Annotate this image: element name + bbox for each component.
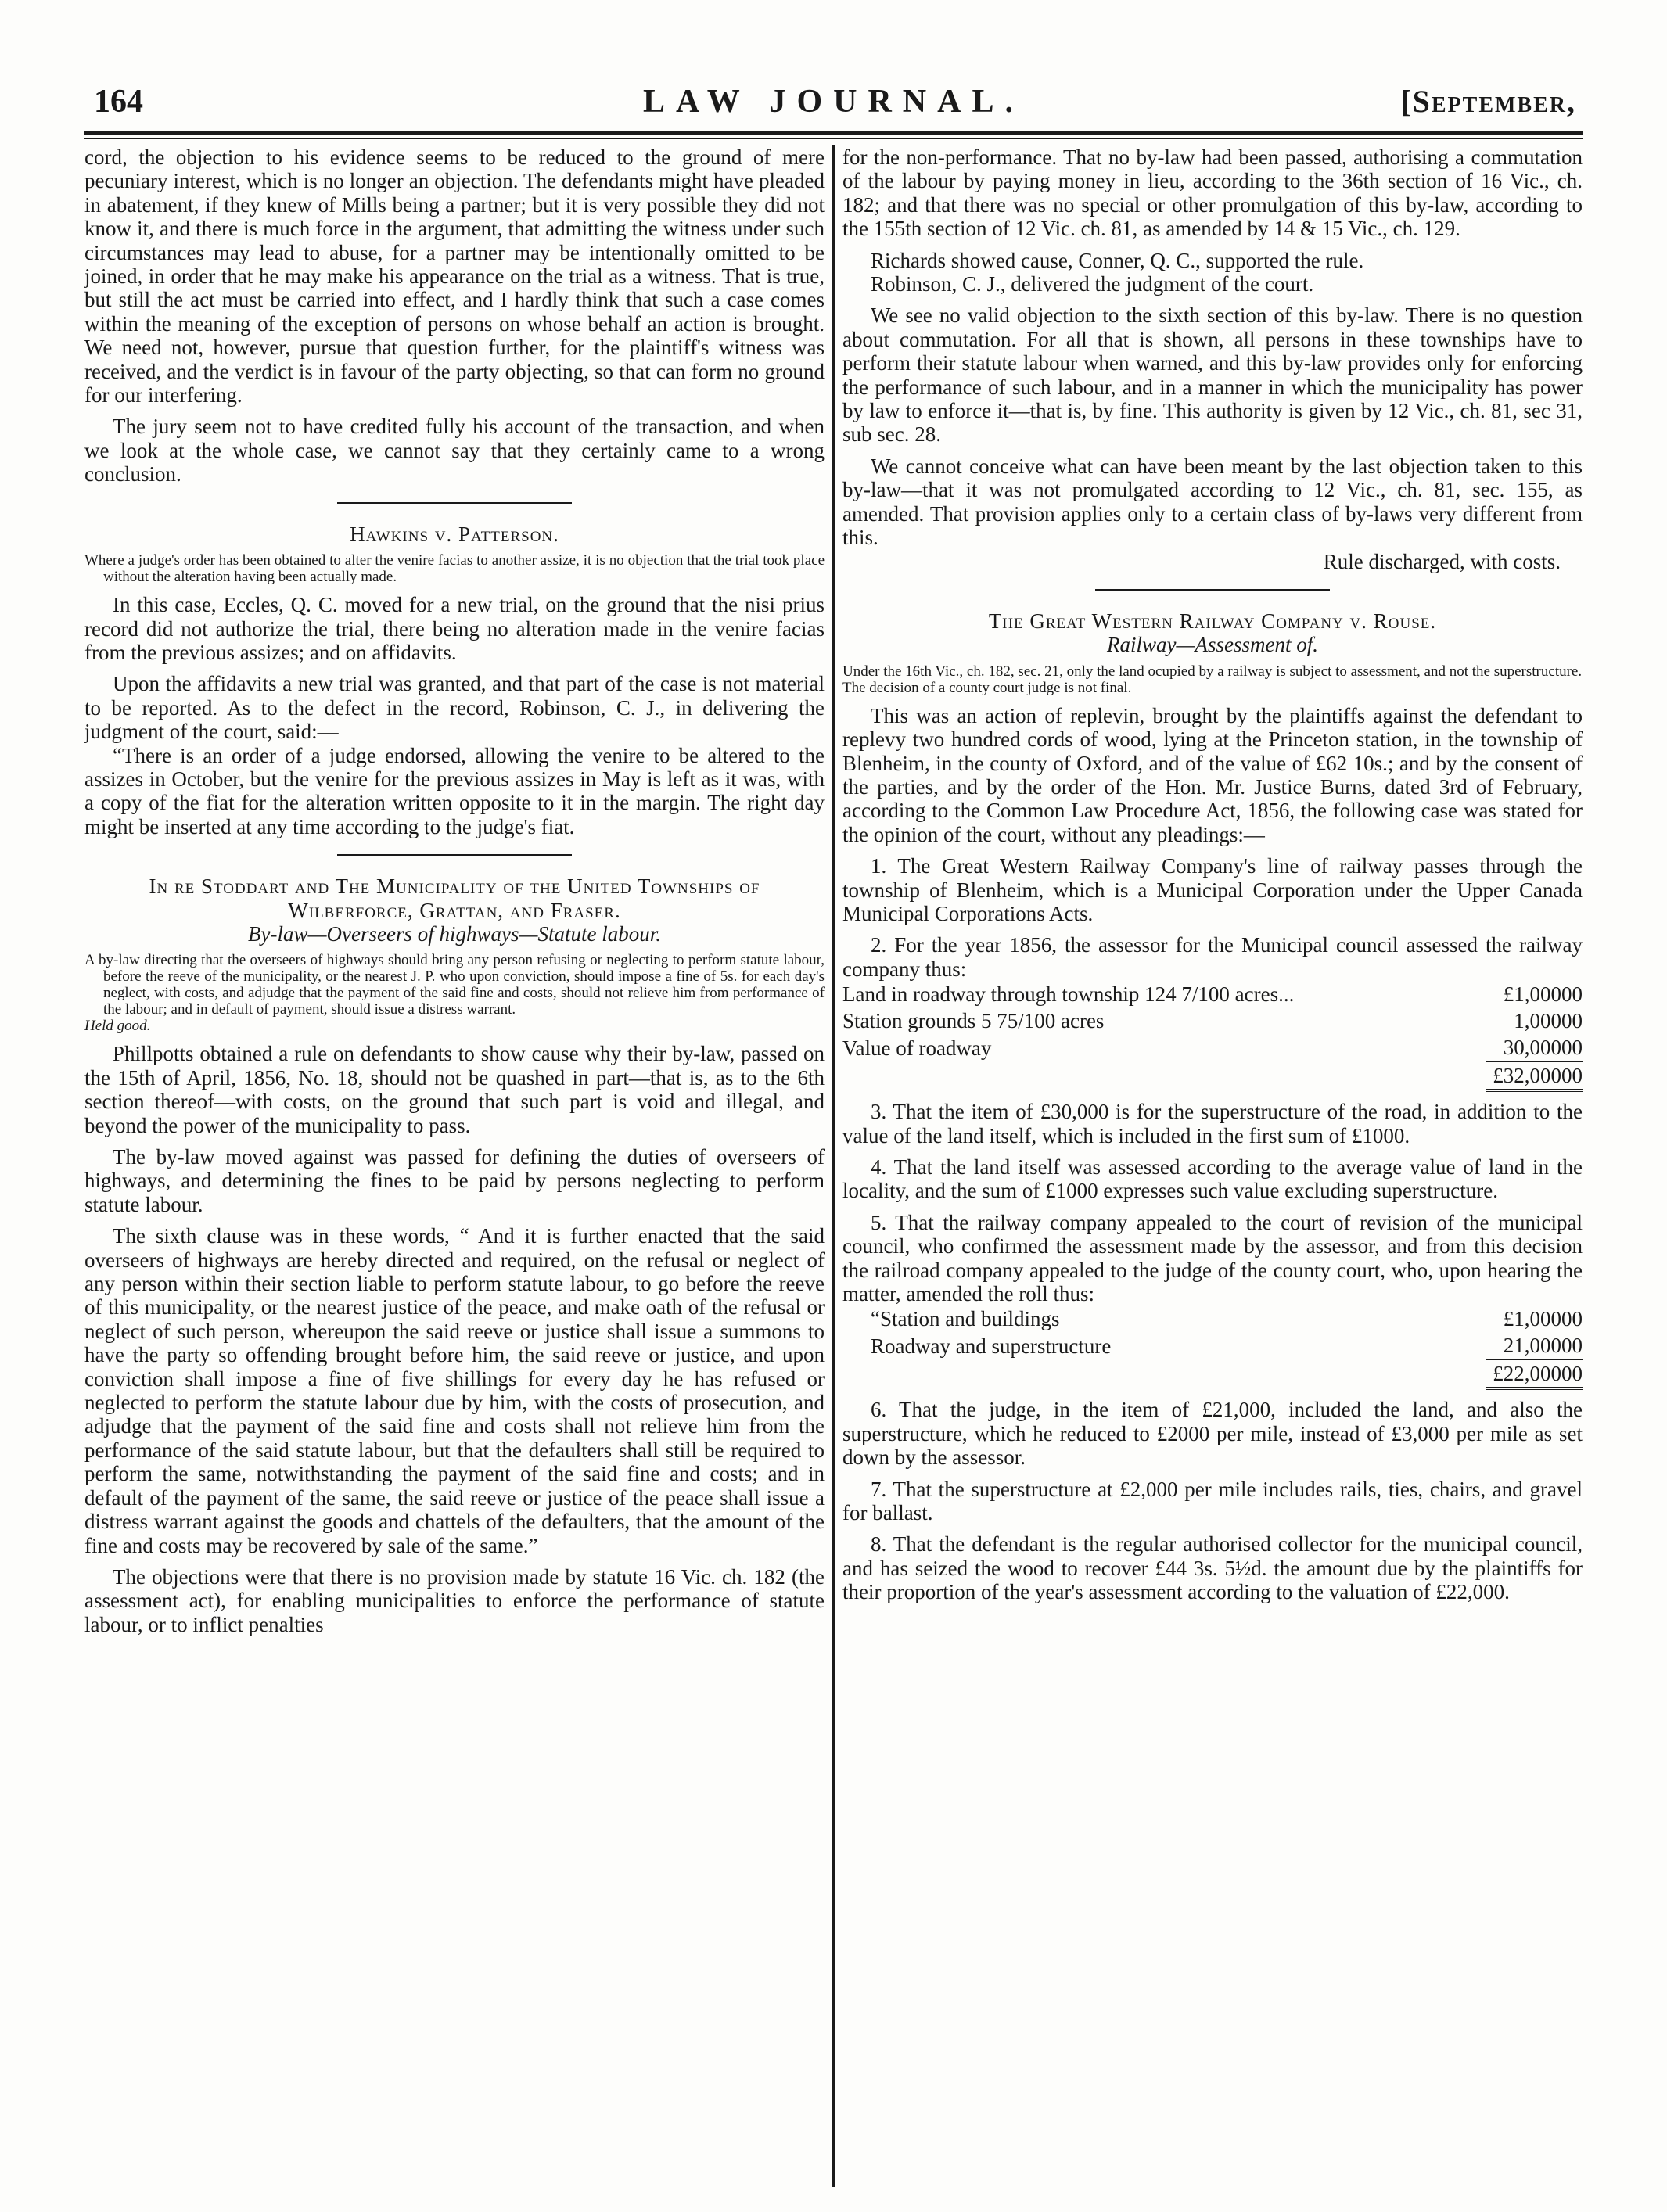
table-total-row: £22,000 0 0 <box>842 1359 1583 1388</box>
paragraph: We cannot conceive what can have been meant by the last objection taken to this by-law—that it was not promulgated according to 12 Vic., ch. 81, sec. 155, as amended. That provision applies only to a certain class of by-laws very different from this. <box>842 454 1583 550</box>
case-title: The Great Western Railway Company v. Rouse. <box>988 609 1437 633</box>
paragraph: Robinson, C. J., delivered the judgment of the court. <box>870 272 1314 296</box>
paragraph: for the non-performance. That no by-law had been passed, authorising a commutation of the labour by paying money in lieu, according to the 36th section of 16 Vic., ch. 182; and that there was no special or other promulgation of this by-law, according to the 155th section of 12 Vic. ch. 81, as amended by 14 & 15 Vic., ch. 129. <box>842 145 1583 241</box>
amended-roll-table <box>842 1305 1583 1390</box>
paragraph: The objections were that there is no provision made by statute 16 Vic. ch. 182 (the assessment act), for enabling municipalities to enforce the performance of statute labour, or to inflict penalties <box>84 1564 825 1636</box>
paragraph: 5. That the railway company appealed to the court of revision of the municipal council, who confirmed the assessment made by the assessor, and from this decision the railroad company appealed to the judge of the county court, who, upon hearing the matter, amended the roll thus: <box>842 1210 1583 1306</box>
paragraph: The sixth clause was in these words, “ And it is further enacted that the said overseers of highways are hereby directed and required, on the refusal or neglect of any person within their section liable to perform statute labour, to go before the reeve of this municipality, or the nearest justice of the peace, and make oath of the refusal or neglect of such person, whereupon the said reeve or justice shall issue a summons to have the party so offending brought before him, the said reeve or justice, and upon conviction shall impose a fine of five shillings for every day he has refused or neglected to perform the statute labour due by him, with the costs of prosecution, and adjudge that the payment of the said fine and costs shall not relieve him from the performance of the said statute labour, but that the defaulters shall still be required to perform the same, notwithstanding the payment of the said fine and costs; and in default of the payment of the same, the said reeve or justice of the peace shall issue a distress warrant against the goods and chattels of the defaulters, that the amount of the fine and costs may be recovered by sale of the same.” <box>84 1224 825 1557</box>
assessment-table <box>842 981 1583 1092</box>
table-row: “Station and buildings £1,000 0 0 <box>870 1307 1583 1331</box>
left-column <box>84 145 825 2187</box>
case-title: In re Stoddart and The Municipality of the United Townships of Wilberforce, Grattan, and Fraser. <box>149 874 760 922</box>
table-row: Land in roadway through township 124 7/100 acres... £1,000 0 0 <box>842 982 1583 1007</box>
headnote: A by-law directing that the overseers of highways should bring any person refusing or neglecting to perform statute labour, before the reeve of the municipality, or the nearest J. P. who upon conviction, should impose a fine of 5s. for each day's neglect, with costs, and adjudge that the payment of the said fine and costs, should not relieve him from performance of the labour; and in default of payment, should issue a distress warrant. Held good. <box>84 952 825 1035</box>
paragraph: 2. For the year 1856, the assessor for the Municipal council assessed the railway company thus: <box>842 933 1583 981</box>
headnote: Where a judge's order has been obtained to alter the venire facias to another assize, it is no objection that the trial took place without the alteration having been actually made. <box>84 552 825 586</box>
text-columns <box>84 145 1583 2187</box>
paragraph: 8. That the defendant is the regular authorised collector for the municipal council, and has seized the wood to recover £44 3s. 5½d. the amount due by the plaintiffs for their proportion of the year's assessment according to the valuation of £22,000. <box>842 1532 1583 1604</box>
paragraph: 1. The Great Western Railway Company's line of railway passes through the township of Blenheim, which is a Municipal Corporation under the Upper Canada Municipal Corporations Acts. <box>842 854 1583 925</box>
paragraph: The by-law moved against was passed for defining the duties of overseers of highways, and determining the fines to be paid by persons neglecting to perform statute labour. <box>84 1145 825 1216</box>
paragraph: “There is an order of a judge endorsed, allowing the venire to be altered to the assizes in October, but the venire for the previous assizes in May is left as it was, with a copy of the fiat for the alteration written opposite to it in the margin. The right day might be inserted at any time according to the judge's fiat. <box>84 743 825 838</box>
paragraph: In this case, Eccles, Q. C. moved for a new trial, on the ground that the nisi prius record did not authorize the trial, there being no alteration made in the venire facias from the previous assizes; and on affidavits. <box>84 593 825 664</box>
paragraph: 4. That the land itself was assessed according to the average value of land in the locality, and the sum of £1000 expresses such value excluding superstructure. <box>842 1155 1583 1203</box>
column-divider <box>832 145 835 2187</box>
paragraph: Phillpotts obtained a rule on defendants to show cause why their by-law, passed on the 15th of April, 1856, No. 18, should not be quashed in part—that is, as to the 6th section thereof—with costs, on the ground that such part is void and illegal, and beyond the power of the municipality to pass. <box>84 1042 825 1137</box>
table-row: Value of roadway 30,000 0 0 <box>842 1036 1583 1060</box>
section-divider <box>337 502 572 504</box>
paragraph: 6. That the judge, in the item of £21,000, included the land, and also the superstructure, which he reduced to £2000 per mile, instead of £3,000 per mile as set down by the assessor. <box>842 1398 1583 1470</box>
ruling: Rule discharged, with costs. <box>1323 549 1561 573</box>
section-divider <box>337 854 572 856</box>
header-rule-thin <box>84 138 1583 139</box>
paragraph: cord, the objection to his evidence seems to be reduced to the ground of mere pecuniary interest, which is no longer an objection. The defendants might have pleaded in abatement, if they knew of Mills being a partner; but it is very possible they did not know it, and there is much force in the argument, that admitting the witness under such circumstances may lead to abuse, for a partner may be intentionally omitted to be joined, in order that he may make his appearance on the trial as a witness. That is true, but still the act must be carried into effect, and I hardly think that such a case comes within the meaning of the exception of persons on whose behalf an action is brought. We need not, however, pursue that question further, for the plaintiff's witness was received, and the verdict is in favour of the party objecting, so that can form no ground for our interfering. <box>84 145 825 408</box>
header-rule <box>84 131 1583 135</box>
case-subtitle: Railway—Assessment of. <box>1106 633 1318 657</box>
issue-month: [September, <box>1400 84 1576 119</box>
paragraph: 3. That the item of £30,000 is for the superstructure of the road, in addition to the value of the land itself, which is included in the first sum of £1000. <box>842 1100 1583 1147</box>
paragraph: 7. That the superstructure at £2,000 per mile includes rails, ties, chairs, and gravel for ballast. <box>842 1477 1583 1525</box>
page-header <box>84 81 1583 127</box>
section-divider <box>1095 589 1330 591</box>
journal-title: LAW JOURNAL. <box>643 84 1024 120</box>
case-subtitle: By-law—Overseers of highways—Statute labour. <box>248 921 661 946</box>
page-number: 164 <box>94 84 143 120</box>
headnote: Under the 16th Vic., ch. 182, sec. 21, only the land ocupied by a railway is subject to assessment, and not the superstructure. The decision of a county court judge is not final. <box>842 663 1583 696</box>
paragraph: Richards showed cause, Conner, Q. C., supported the rule. <box>870 248 1364 272</box>
paragraph: Upon the affidavits a new trial was granted, and that part of the case is not material to be reported. As to the defect in the record, Robinson, C. J., in delivering the judgment of the court, said:— <box>84 672 825 744</box>
table-row: Roadway and superstructure 21,000 0 0 <box>870 1334 1583 1358</box>
table-total-row: £32,000 0 0 <box>842 1061 1583 1090</box>
right-column <box>842 145 1583 2187</box>
paragraph: This was an action of replevin, brought by the plaintiffs against the defendant to replevy two hundred cords of wood, lying at the Princeton station, in the township of Blenheim, in the county of Oxford, and of the value of £62 10s.; and by the consent of the parties, and by the order of the Hon. Mr. Justice Burns, dated 3rd of February, according to the Common Law Procedure Act, 1856, the following case was stated for the opinion of the court, without any pleadings:— <box>842 703 1583 846</box>
case-title: Hawkins v. Patterson. <box>350 522 559 546</box>
table-row: Station grounds 5 75/100 acres 1,000 0 0 <box>842 1009 1583 1033</box>
paragraph: The jury seem not to have credited fully his account of the transaction, and when we look at the whole case, we cannot say that they certainly came to a wrong conclusion. <box>84 415 825 487</box>
paragraph: We see no valid objection to the sixth section of this by-law. There is no question about commutation. For all that is shown, all persons in these townships have to perform their statute labour when warned, and this by-law provides only for enforcing the performance of such labour, and in a manner in which the municipality has power by law to enforce it—that is, by fine. This authority is given by 12 Vic., ch. 81, sec 31, sub sec. 28. <box>842 303 1583 447</box>
